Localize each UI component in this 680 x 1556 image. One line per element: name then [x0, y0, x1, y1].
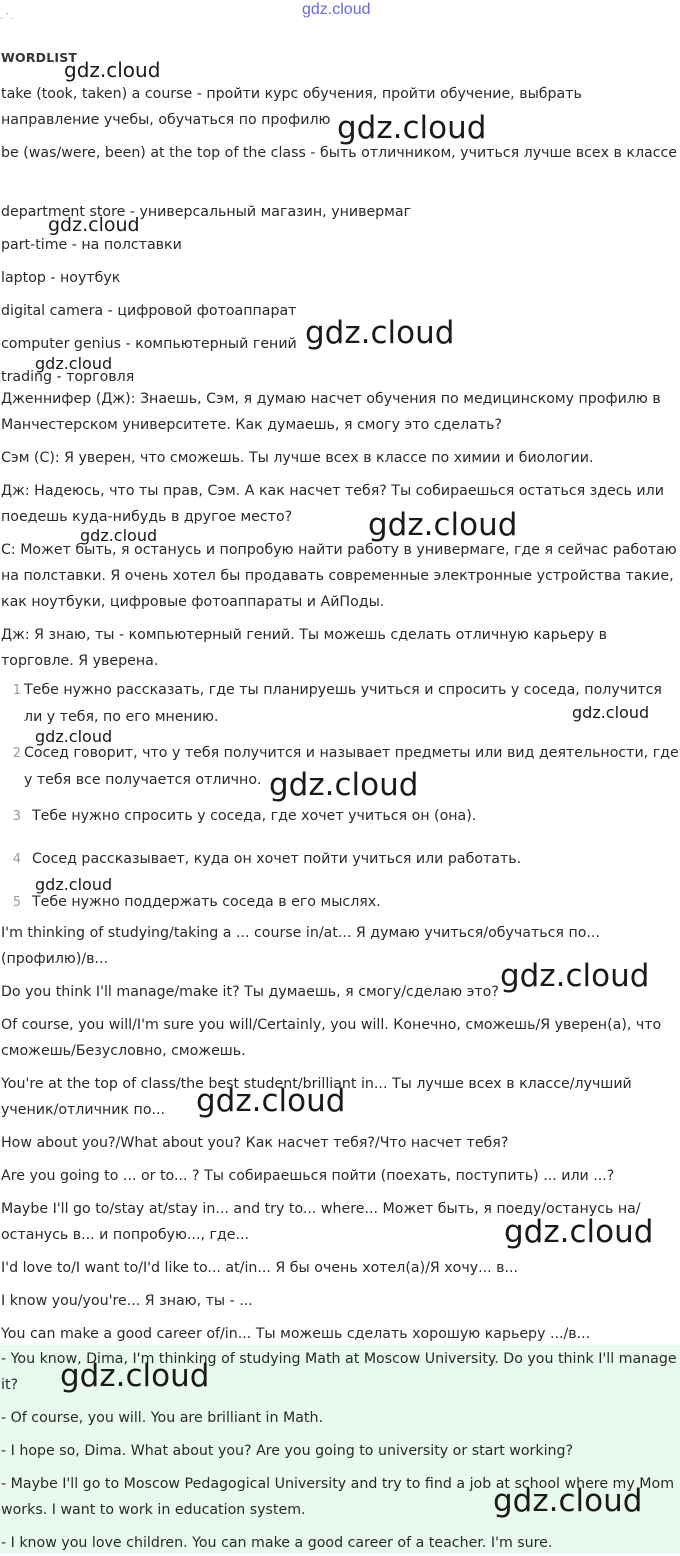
phrase: I'd love to/I want to/I'd like to... at/in... Я бы очень хотел(а)/Я хочу... в... [1, 1260, 519, 1276]
step-number: 3 [12, 809, 21, 824]
watermark: gdz.cloud [337, 110, 487, 146]
step-number: 2 [12, 746, 21, 761]
dialogue-line: Сэм (С): Я уверен, что сможешь. Ты лучше всех в классе по химии и биологии. [1, 450, 594, 466]
phrase: I know you/you're... Я знаю, ты - ... [1, 1293, 253, 1309]
dialogue-line: Дж: Надеюсь, что ты прав, Сэм. А как насчет тебя? Ты собираешься остаться здесь или поедешь куда-нибудь в другое место? [1, 483, 664, 525]
watermark: gdz.cloud [35, 727, 113, 746]
step-text: Тебе нужно поддержать соседа в его мыслях. [32, 894, 381, 910]
wordlist-heading: WORDLIST [1, 50, 78, 65]
answer-line: - Maybe I'll go to Moscow Pedagogical University and try to find a job at school where my Mom works. I want to work in education system. [1, 1476, 675, 1518]
top-hint: . ' . [0, 12, 14, 22]
step-text: Тебе нужно спросить у соседа, где хочет учиться он (она). [32, 808, 477, 824]
wordlist-item: laptop - ноутбук [1, 270, 121, 286]
phrase: I'm thinking of studying/taking a ... course in/at... Я думаю учиться/обучаться по... (профилю)/в... [1, 925, 600, 967]
watermark: gdz.cloud [572, 703, 650, 722]
phrase: Maybe I'll go to/stay at/stay in... and try to... where... Может быть, я поеду/останусь на/останусь в... и попробую..., где... [1, 1201, 641, 1243]
phrase: Do you think I'll manage/make it? Ты думаешь, я смогу/сделаю это? [1, 984, 499, 1000]
watermark: gdz.cloud [60, 1358, 210, 1394]
dialogue-line: Дж: Я знаю, ты - компьютерный гений. Ты можешь сделать отличную карьеру в торговле. Я уверена. [1, 627, 607, 669]
watermark: gdz.cloud [35, 875, 113, 894]
phrase: Are you going to ... or to... ? Ты собираешься пойти (поехать, поступить) ... или ...? [1, 1168, 615, 1184]
watermark: gdz.cloud [35, 354, 113, 373]
answer-line: - I hope so, Dima. What about you? Are you going to university or start working? [1, 1443, 574, 1459]
watermark: gdz.cloud [493, 1483, 643, 1519]
wordlist-item: take (took, taken) a course - пройти курс обучения, пройти обучение, выбрать направление учебы, обучаться по профилю [1, 86, 582, 128]
answer-line: - Of course, you will. You are brilliant in Math. [1, 1410, 323, 1426]
step-number: 4 [12, 852, 21, 867]
watermark: gdz.cloud [269, 767, 419, 803]
phrase: How about you?/What about you? Как насчет тебя?/Что насчет тебя? [1, 1135, 509, 1151]
watermark: gdz.cloud [64, 58, 161, 82]
top-watermark: gdz.cloud [302, 1, 371, 18]
answer-line: - I know you love children. You can make a good career of a teacher. I'm sure. [1, 1535, 553, 1551]
step-text: Сосед рассказывает, куда он хочет пойти учиться или работать. [32, 851, 522, 867]
watermark: gdz.cloud [368, 507, 518, 543]
wordlist-item: digital camera - цифровой фотоаппарат [1, 303, 297, 319]
dialogue-line: С: Может быть, я останусь и попробую найти работу в универмаге, где я сейчас работаю на полставки. Я очень хотел бы продавать современные электронные устройства такие, как ноутбуки, цифровые фотоаппараты и АйПоды. [1, 542, 677, 610]
phrase: You can make a good career of/in... Ты можешь сделать хорошую карьеру .../в... [1, 1326, 591, 1342]
wordlist-item: part-time - на полставки [1, 237, 182, 253]
step-text: Тебе нужно рассказать, где ты планируешь учиться и спросить у соседа, получится ли у тебя, по его мнению. [24, 682, 662, 725]
phrase: Of course, you will/I'm sure you will/Certainly, you will. Конечно, сможешь/Я уверен(а), что сможешь/Безусловно, сможешь. [1, 1017, 662, 1059]
watermark: gdz.cloud [305, 315, 455, 351]
step-number: 5 [12, 895, 21, 910]
wordlist-item: computer genius - компьютерный гений [1, 336, 297, 352]
watermark: gdz.cloud [504, 1214, 654, 1250]
step-text: Сосед говорит, что у тебя получится и называет предметы или вид деятельности, где у тебя все получается отлично. [24, 745, 679, 788]
watermark: gdz.cloud [80, 526, 158, 545]
answer-line: - You know, Dima, I'm thinking of studying Math at Moscow University. Do you think I'll manage it? [1, 1351, 677, 1393]
wordlist-item: department store - универсальный магазин, универмаг [1, 204, 412, 220]
phrase: You're at the top of class/the best student/brilliant in... Ты лучше всех в классе/лучший ученик/отличник по... [1, 1076, 632, 1118]
dialogue-line: Дженнифер (Дж): Знаешь, Сэм, я думаю насчет обучения по медицинскому профилю в Манчестерском университете. Как думаешь, я смогу это сделать? [1, 391, 661, 433]
watermark: gdz.cloud [500, 958, 650, 994]
watermark: gdz.cloud [48, 214, 140, 236]
watermark: gdz.cloud [196, 1083, 346, 1119]
step-number: 1 [12, 683, 21, 698]
wordlist-item: be (was/were, been) at the top of the class - быть отличником, учиться лучше всех в классе [1, 145, 678, 161]
wordlist-item: trading - торговля [1, 369, 135, 385]
